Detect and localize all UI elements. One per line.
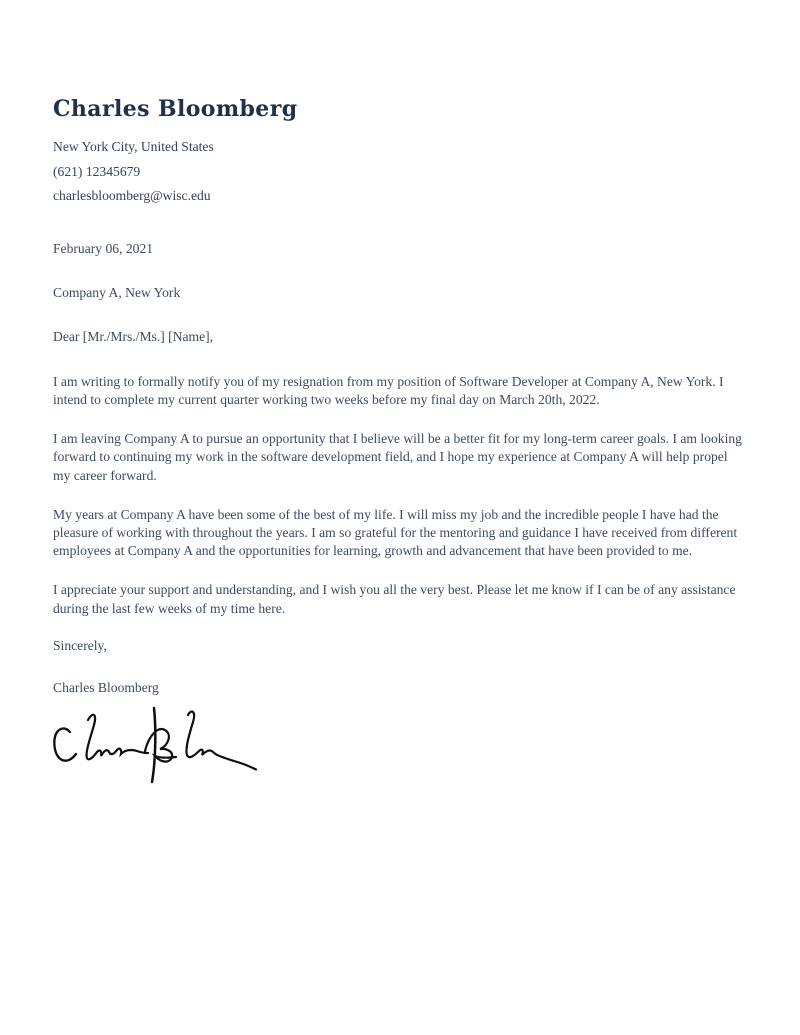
recipient-line: Company A, New York	[53, 284, 181, 300]
closing-salutation: Sincerely,	[53, 637, 107, 653]
handwritten-signature	[49, 705, 259, 785]
body-paragraph-3: My years at Company A have been some of the best of my life. I will miss my job and the incredible people I have had the pleasure of working with throughout the years. I am so grateful for the mentoring and guidance I have received from different employees at Company A and the opportunities for learning, growth and advancement that have been provided to me.	[53, 506, 738, 559]
signature-printed-name: Charles Bloomberg	[53, 679, 159, 695]
contact-block	[53, 135, 745, 209]
sender-phone: (621) 12345679	[53, 163, 141, 179]
body-paragraph-1: I am writing to formally notify you of my resignation from my position of Software Developer at Company A, New York. I intend to complete my current quarter working two weeks before my final day on March 20th, 2022.	[53, 373, 724, 407]
signature-scribble-icon	[49, 705, 259, 785]
body-paragraph-2: I am leaving Company A to pursue an opportunity that I believe will be a better fit for my long-term career goals. I am looking forward to continuing my work in the software development field, and I hope my experience at Company A will help propel my career forward.	[53, 431, 742, 483]
sender-email: charlesbloomberg@wisc.edu	[53, 188, 211, 204]
body-paragraph-4: I appreciate your support and understanding, and I wish you all the very best. Please let me know if I can be of any assistance during the last few weeks of my time here.	[53, 582, 736, 616]
sender-location: New York City, United States	[53, 139, 214, 154]
letter-date: February 06, 2021	[53, 240, 154, 256]
sender-name-heading: Charles Bloomberg	[53, 96, 298, 122]
salutation: Dear [Mr./Mrs./Ms.] [Name],	[53, 328, 214, 344]
